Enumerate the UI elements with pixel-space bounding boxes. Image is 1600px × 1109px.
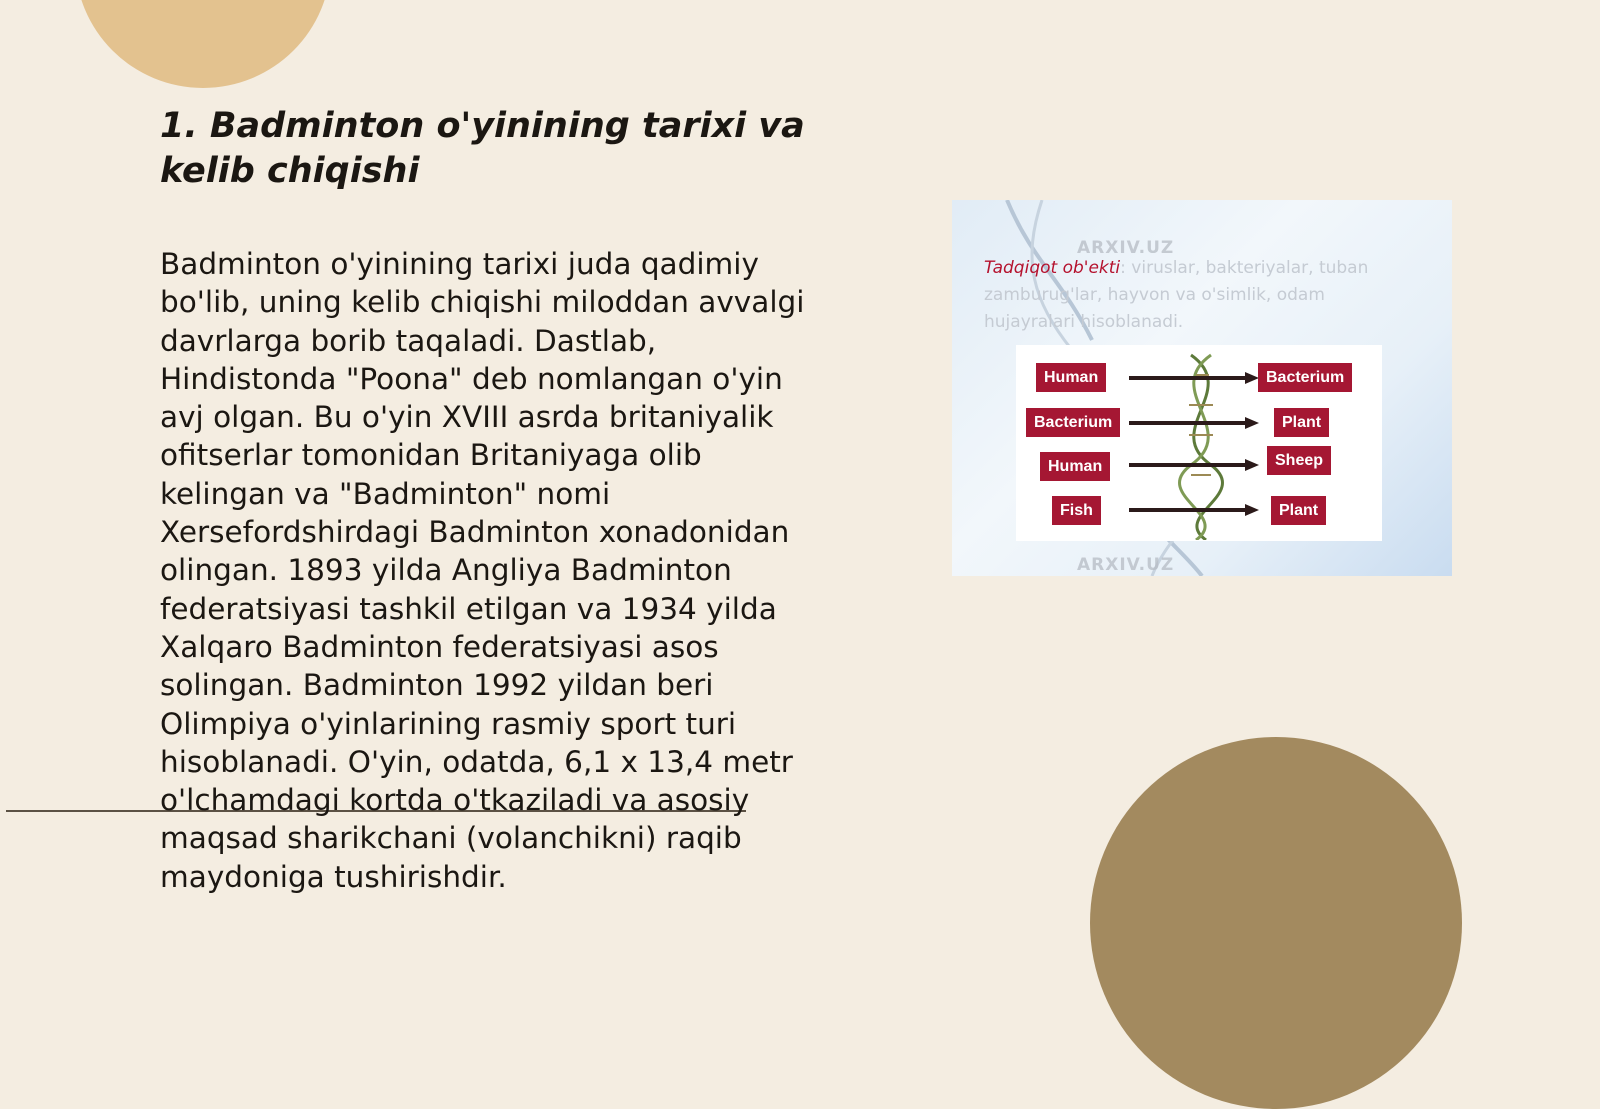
target-label: Plant	[1271, 496, 1326, 525]
target-label: Bacterium	[1258, 363, 1352, 392]
transfer-arrow-icon	[1129, 371, 1259, 385]
transfer-arrow-icon	[1129, 503, 1259, 517]
decorative-circle-top	[75, 0, 331, 88]
slide-body-text: Badminton o'yinining tarixi juda qadimiy bo'lib, uning kelib chiqishi miloddan avvalgi davrlarga borib taqaladi. Dastlab, Hindistonda "Poona" deb nomlangan o'yin avj olgan. Bu o'yin XVIII asrda britaniyalik ofitserlar tomonidan Britaniyaga olib kelingan va "Badminton" nomi Xersefordshirdagi Badminton xonadonidan olingan. 1893 yilda Angliya Badminton federatsiyasi tashkil etilgan va 1934 yilda Xalqaro Badminton federatsiyasi asos solingan. Badminton 1992 yildan beri Olimpiya o'yinlarining rasmiy sport turi hisoblanadi. O'yin, odatda, 6,1 x 13,4 metr o'lchamdagi kortda o'tkaziladi va asosiy maqsad sharikchani (volanchikni) raqib maydoniga tushirishdir.	[160, 247, 805, 894]
watermark: ARXIV.UZ	[1077, 238, 1175, 258]
target-label: Plant	[1274, 408, 1329, 437]
slide-title: 1. Badminton o'yinining tarixi va kelib chiqishi	[160, 106, 805, 191]
transfer-arrow-icon	[1129, 458, 1259, 472]
source-label: Human	[1036, 363, 1106, 392]
caption-separator: :	[1120, 258, 1126, 278]
gene-transfer-figure	[952, 200, 1452, 576]
caption-text: viruslar, bakteriyalar, tuban zamburug'lar, hayvon va o'simlik, odam hujayralari hisoblanadi.	[984, 258, 1369, 332]
figure-caption	[984, 255, 1404, 336]
caption-label: Tadqiqot ob'ekti	[984, 258, 1121, 278]
transfer-panel	[1016, 345, 1382, 541]
target-label: Sheep	[1267, 446, 1331, 475]
source-label: Bacterium	[1026, 408, 1120, 437]
decorative-circle-bottom	[1090, 737, 1462, 1109]
watermark: ARXIV.UZ	[1077, 555, 1175, 575]
source-label: Fish	[1052, 496, 1101, 525]
source-label: Human	[1040, 452, 1110, 481]
transfer-arrow-icon	[1129, 416, 1259, 430]
